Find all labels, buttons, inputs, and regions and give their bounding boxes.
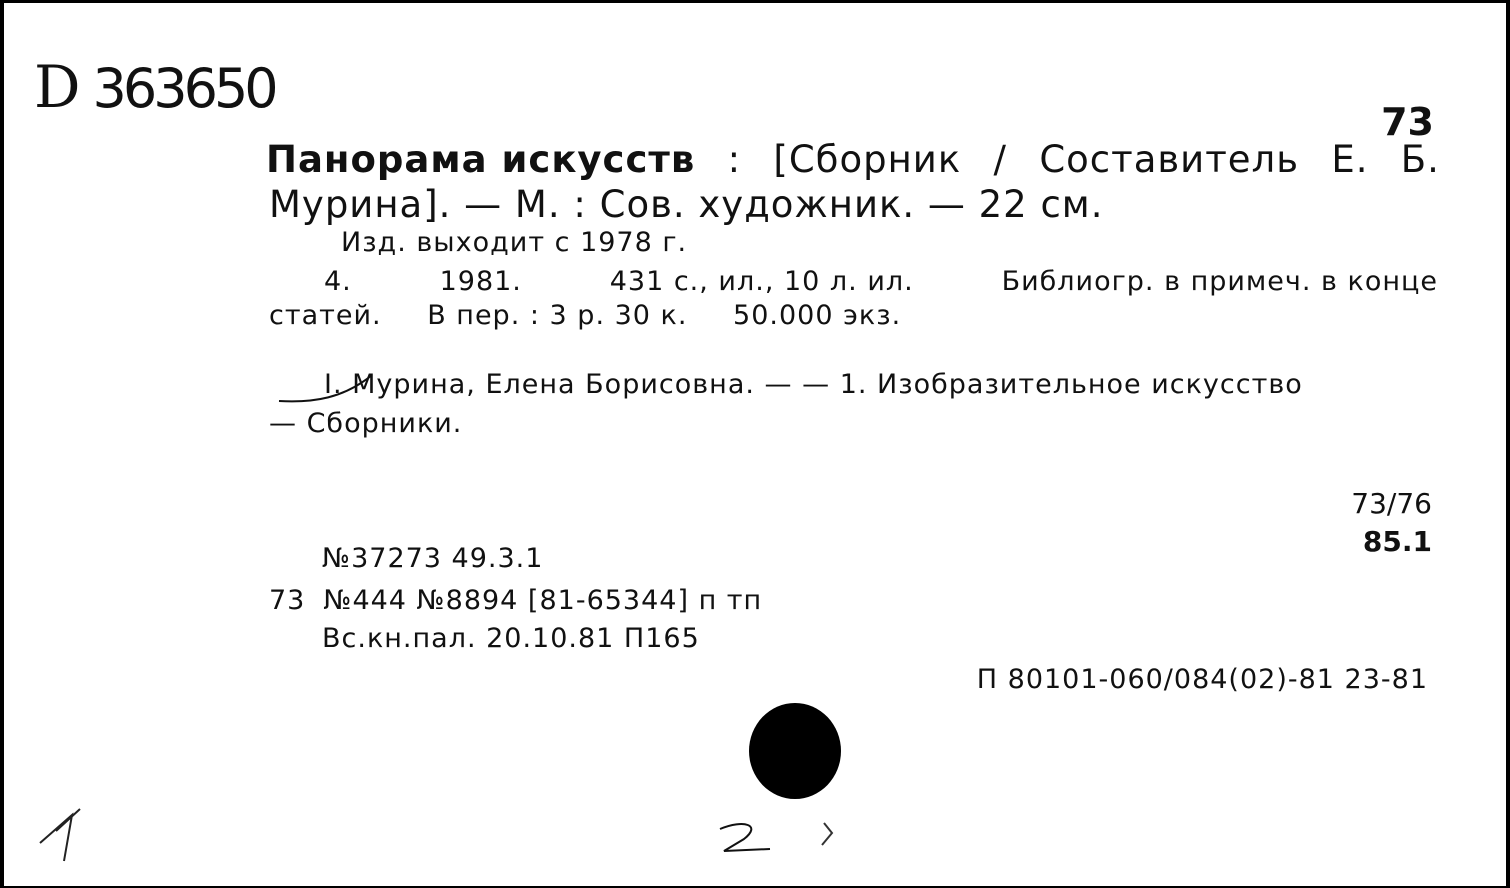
catalog-code: П 80101-060/084(02)-81 23-81: [976, 664, 1428, 695]
title-part: Е.: [1331, 138, 1369, 181]
title-part: Составитель: [1039, 138, 1299, 181]
title-part: [Сборник: [773, 138, 962, 181]
handwritten-marks: [4, 3, 1506, 886]
pen-stroke: [720, 824, 770, 851]
class-primary: 73/76: [1351, 487, 1432, 520]
tracing-line-2: — Сборники.: [269, 408, 463, 439]
inventory-number: 363650: [92, 57, 275, 120]
volume-part: 1981.: [439, 266, 522, 297]
title-bold: Панорама искусств: [266, 138, 696, 181]
title-line-2: Мурина]. — М. : Сов. художник. — 22 см.: [269, 183, 1104, 226]
record-line-3: Вс.кн.пал. 20.10.81 П165: [322, 623, 700, 654]
tracing-text: I. Мурина, Елена Борисовна. — — 1. Изобразительное искусство: [324, 369, 1303, 400]
pen-stroke: [822, 823, 832, 845]
volume-part: статей.: [269, 300, 382, 331]
catalog-card: [4, 3, 1506, 886]
record-line-1: №37273 49.3.1: [322, 543, 544, 574]
top-index-number: 73: [1381, 100, 1434, 144]
inventory-prefix: D: [34, 53, 81, 121]
publisher-note: Изд. выходит с 1978 г.: [341, 227, 688, 258]
volume-part: В пер. : 3 р. 30 к.: [427, 300, 688, 331]
record-number: 73: [269, 585, 306, 616]
title-part: Б.: [1400, 138, 1440, 181]
class-secondary: 85.1: [1362, 525, 1432, 558]
pen-stroke: [40, 809, 80, 861]
pen-stroke: [279, 375, 372, 401]
title-part: :: [727, 138, 742, 181]
volume-part: 4.: [324, 266, 352, 297]
record-text: №444 №8894 [81-65344] п тп: [323, 585, 763, 616]
volume-part: 50.000 экз.: [733, 300, 902, 331]
title-part: /: [993, 138, 1007, 181]
volume-part: Библиогр. в примеч. в конце: [1001, 266, 1438, 297]
volume-part: 431 с., ил., 10 л. ил.: [609, 266, 914, 297]
